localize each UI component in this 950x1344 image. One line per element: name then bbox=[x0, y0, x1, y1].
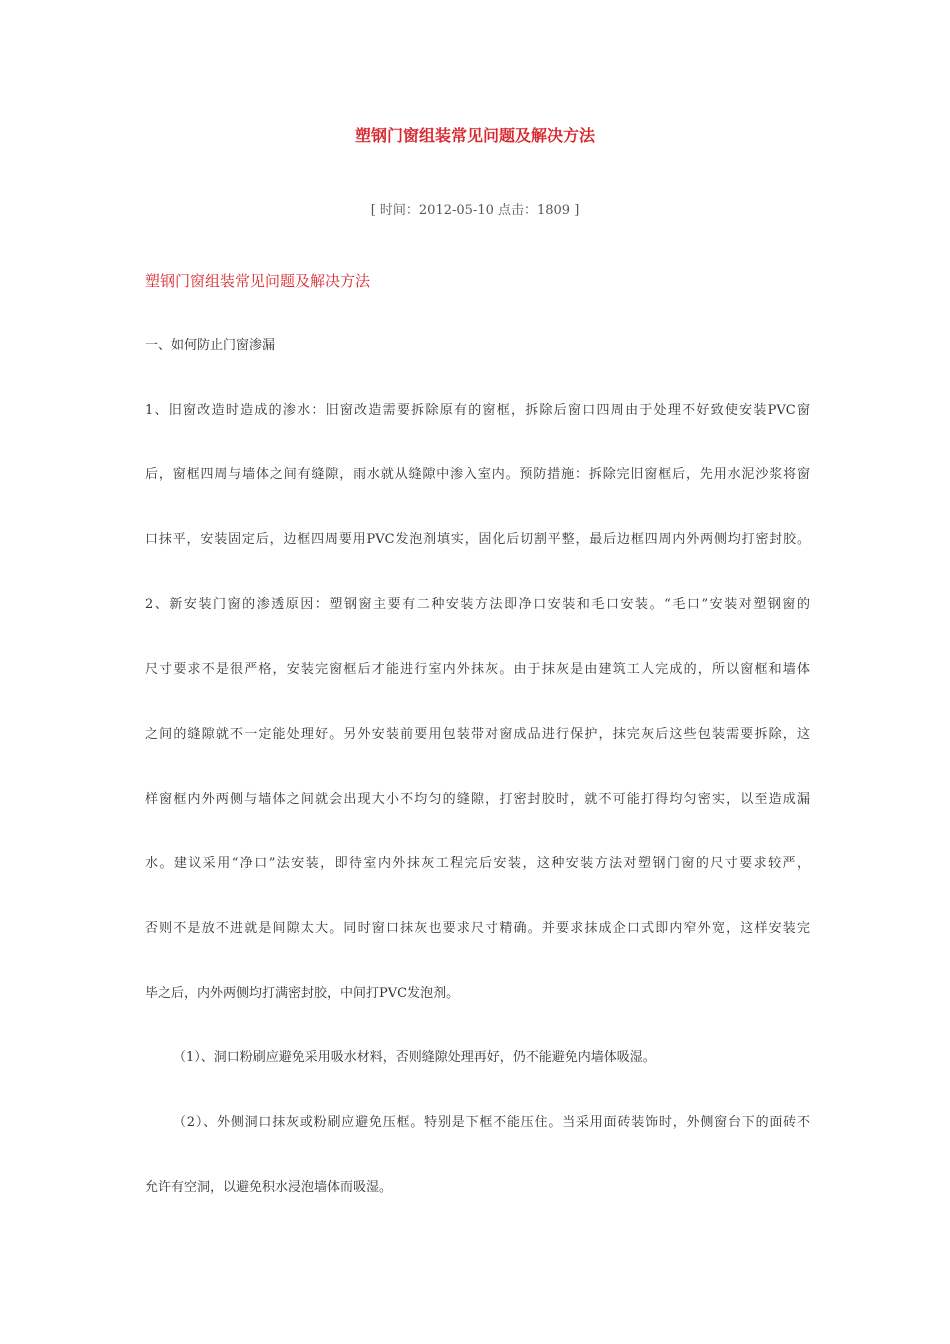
paragraph-line: 否则不是放不进就是间隙太大。同时窗口抹灰也要求尺寸精确。并要求抹成企口式即内窄外宽，这样安装完 bbox=[145, 921, 810, 936]
note-line: 允许有空洞，以避免积水浸泡墙体而吸湿。 bbox=[145, 1180, 393, 1195]
article-title: 塑钢门窗组装常见问题及解决方法 bbox=[354, 126, 595, 145]
paragraph-line: 后，窗框四周与墙体之间有缝隙，雨水就从缝隙中渗入室内。预防措施：拆除完旧窗框后，先用水泥沙浆将窗 bbox=[145, 467, 810, 482]
paragraph-line: 样窗框内外两侧与墙体之间就会出现大小不均匀的缝隙，打密封胶时，就不可能打得均匀密实，以至造成漏 bbox=[145, 792, 810, 807]
paragraph-line: 水。建议采用“净口”法安装，即待室内外抹灰工程完后安装，这种安装方法对塑钢门窗的尺寸要求较严， bbox=[145, 856, 810, 871]
paragraph-line: 尺寸要求不是很严格，安装完窗框后才能进行室内外抹灰。由于抹灰是由建筑工人完成的，所以窗框和墙体 bbox=[145, 662, 810, 677]
paragraph-line: 口抹平，安装固定后，边框四周要用PVC发泡剂填实，固化后切割平整，最后边框四周内外两侧均打密封胶。 bbox=[145, 532, 810, 547]
paragraph-line: 毕之后，内外两侧均打满密封胶，中间打PVC发泡剂。 bbox=[145, 986, 460, 1001]
paragraph-line: 之间的缝隙就不一定能处理好。另外安装前要用包装带对窗成品进行保护，抹完灰后这些包装需要拆除，这 bbox=[145, 727, 810, 742]
note-line: （2）、外侧洞口抹灰或粉刷应避免压框。特别是下框不能压住。当采用面砖装饰时，外侧窗台下的面砖不 bbox=[173, 1115, 810, 1130]
note-line: （1）、洞口粉刷应避免采用吸水材料，否则缝隙处理再好，仍不能避免内墙体吸湿。 bbox=[173, 1050, 656, 1065]
article-meta: [ 时间：2012-05-10 点击：1809 ] bbox=[370, 203, 580, 218]
article-subtitle: 塑钢门窗组装常见问题及解决方法 bbox=[145, 272, 371, 290]
paragraph-line: 2、新安装门窗的渗透原因：塑钢窗主要有二种安装方法即净口安装和毛口安装。“毛口”安装对塑钢窗的 bbox=[145, 597, 810, 612]
section-heading: 一、如何防止门窗渗漏 bbox=[145, 338, 276, 353]
paragraph-line: 1、旧窗改造时造成的渗水：旧窗改造需要拆除原有的窗框，拆除后窗口四周由于处理不好致使安装PVC窗 bbox=[145, 403, 810, 418]
